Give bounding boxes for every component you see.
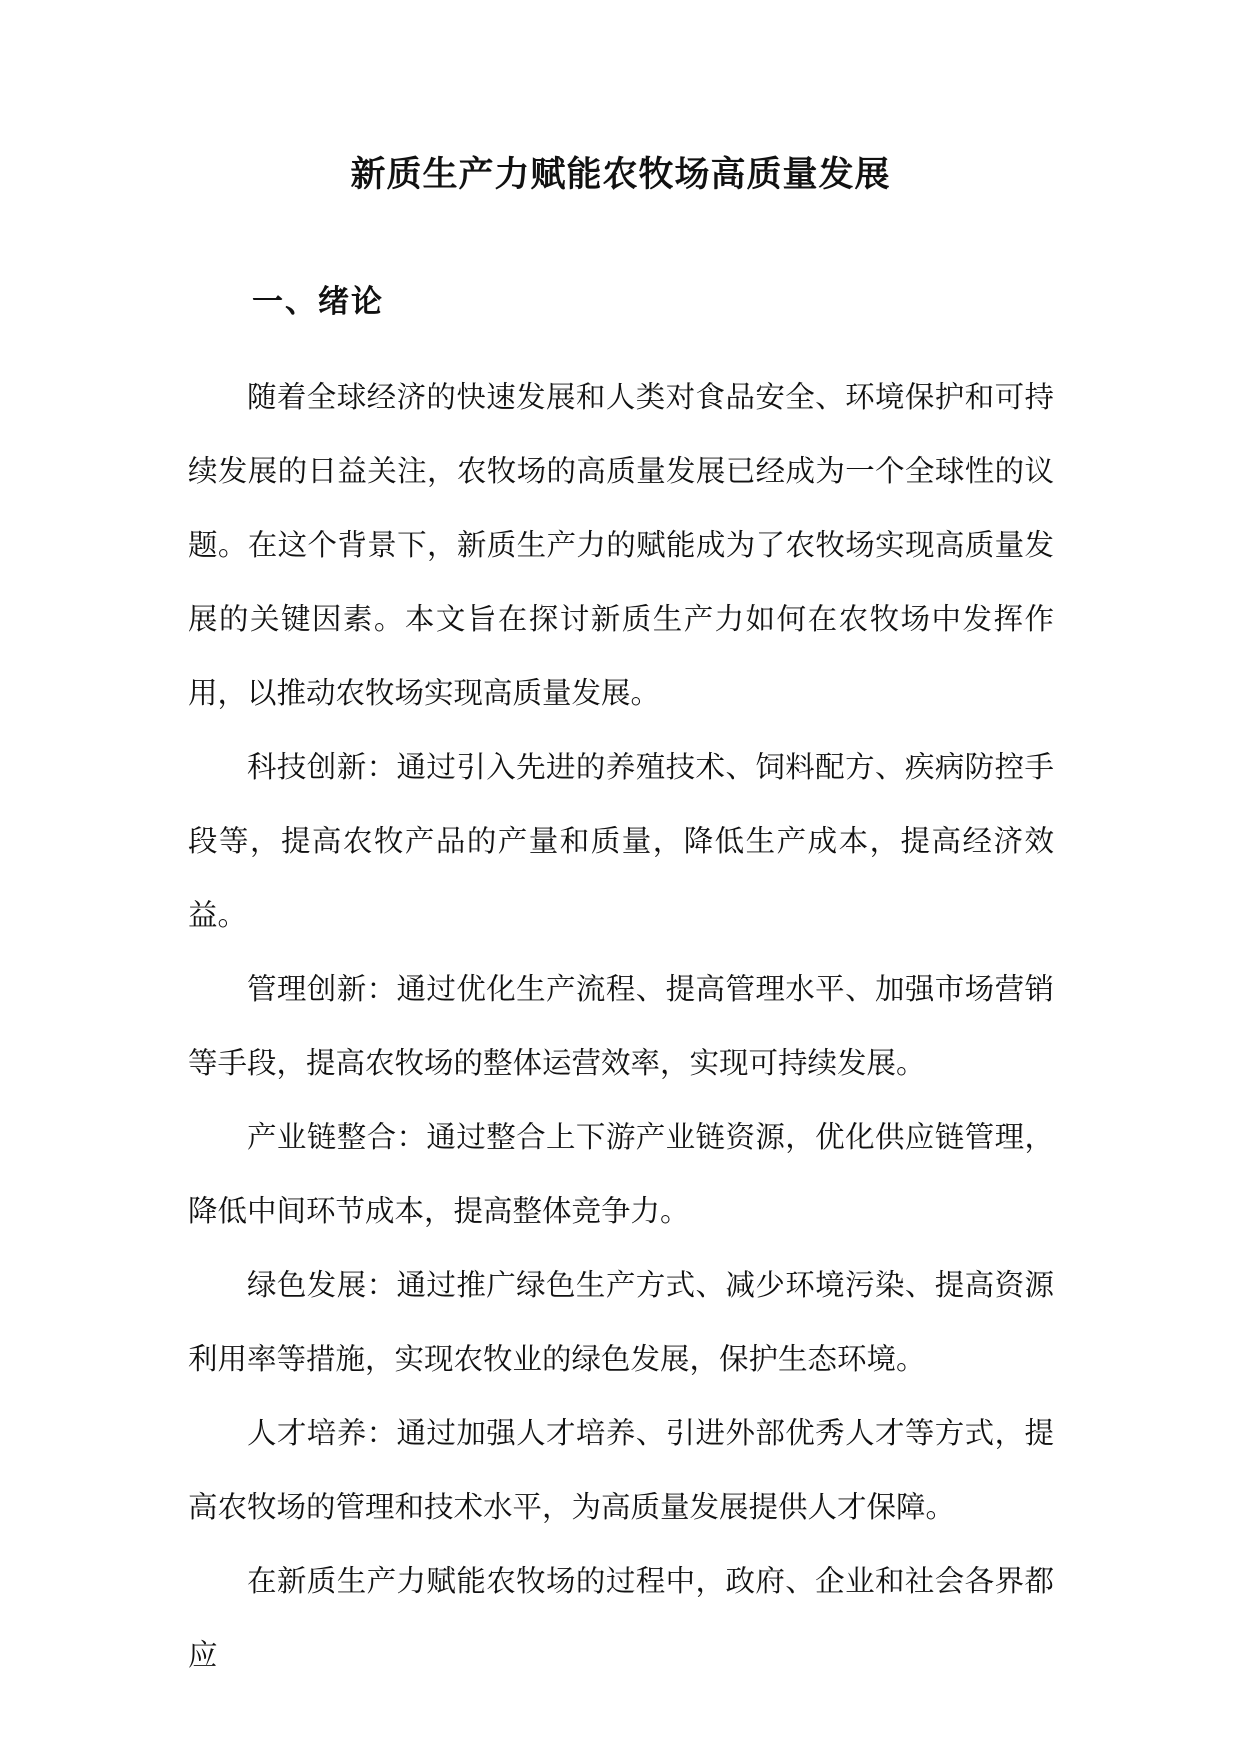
section-heading: 一、绪论 <box>252 284 384 320</box>
paragraph-talent-training: 人才培养：通过加强人才培养、引进外部优秀人才等方式，提高农牧场的管理和技术水平，为高质量发展提供人才保障。 <box>188 1416 1054 1524</box>
paragraph-closing: 在新质生产力赋能农牧场的过程中，政府、企业和社会各界都应 <box>188 1564 1054 1672</box>
body-text <box>188 360 1054 1692</box>
paragraph-green-development: 绿色发展：通过推广绿色生产方式、减少环境污染、提高资源利用率等措施，实现农牧业的绿色发展，保护生态环境。 <box>188 1268 1054 1376</box>
paragraph-intro: 随着全球经济的快速发展和人类对食品安全、环境保护和可持续发展的日益关注，农牧场的高质量发展已经成为一个全球性的议题。在这个背景下，新质生产力的赋能成为了农牧场实现高质量发展的关键因素。本文旨在探讨新质生产力如何在农牧场中发挥作用，以推动农牧场实现高质量发展。 <box>188 380 1054 710</box>
document-title: 新质生产力赋能农牧场高质量发展 <box>350 154 891 195</box>
paragraph-tech-innovation: 科技创新：通过引入先进的养殖技术、饲料配方、疾病防控手段等，提高农牧产品的产量和质量，降低生产成本，提高经济效益。 <box>188 750 1054 932</box>
paragraph-industry-chain: 产业链整合：通过整合上下游产业链资源，优化供应链管理，降低中间环节成本，提高整体竞争力。 <box>188 1120 1054 1228</box>
paragraph-management-innovation: 管理创新：通过优化生产流程、提高管理水平、加强市场营销等手段，提高农牧场的整体运营效率，实现可持续发展。 <box>188 972 1054 1080</box>
